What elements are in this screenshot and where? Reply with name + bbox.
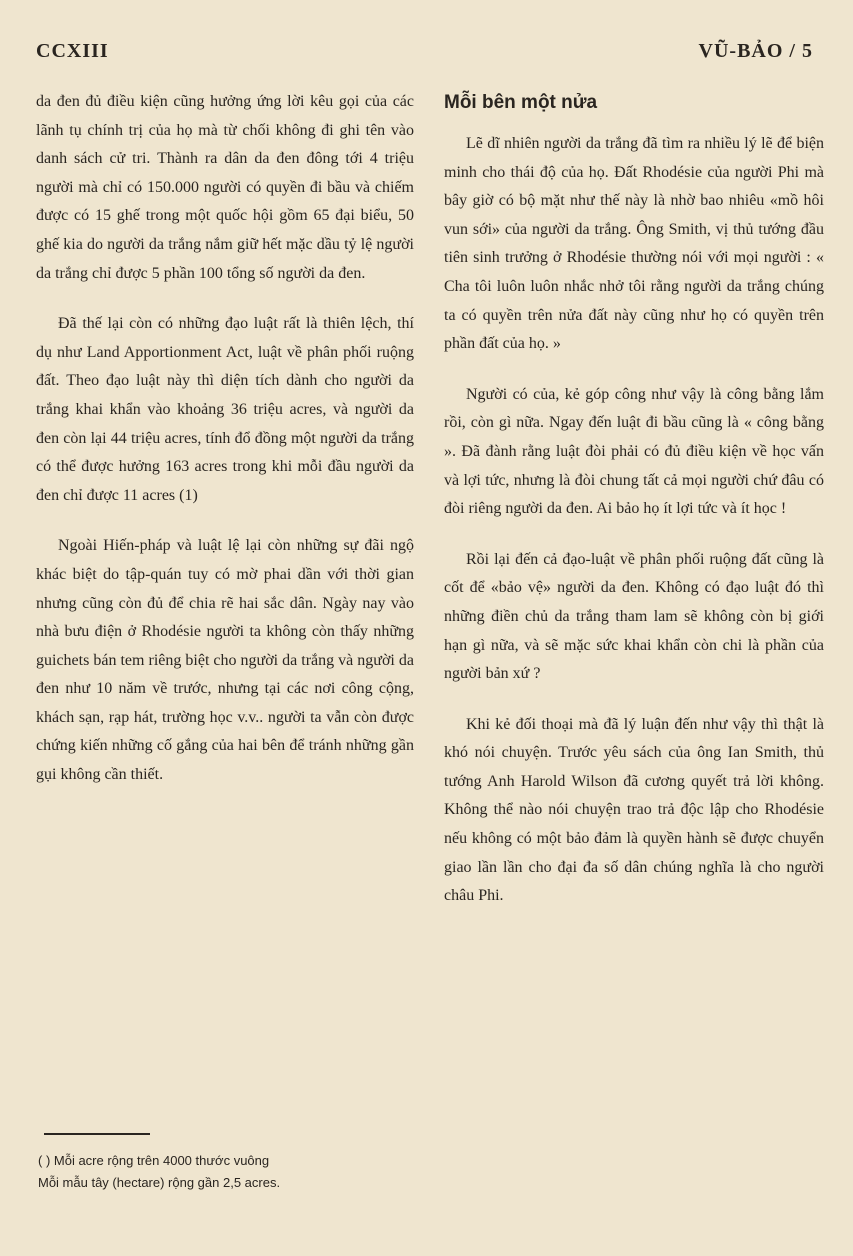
left-paragraph-3: Ngoài Hiến-pháp và luật lệ lại còn những sự đãi ngộ khác biệt do tập-quán tuy có mờ phai dần với thời gian nhưng cũng còn đủ để chia rẽ hai sắc dân. Ngày nay vào nhà bưu điện ở Rhodésie người ta không còn thấy những guichets bán tem riêng biệt cho người da trắng và người da đen như 10 năm về trước, nhưng tại các nơi công cộng, khách sạn, rạp hát, trường học v.v.. người ta vẫn còn được chứng kiến những cố gắng của hai bên để tránh những gần gụi không cần thiết. <box>36 537 414 784</box>
footnote-divider <box>44 1133 150 1135</box>
right-paragraph-3: Rồi lại đến cả đạo-luật về phân phối ruộng đất cũng là cốt để «bảo vệ» người da đen. Không có đạo luật đó thì những điền chủ da trắng tham lam sẽ không còn bị giới hạn gì nữa, và sẽ mặc sức khai khẩn còn chi là phần của người bản xứ ? <box>444 550 824 683</box>
footnote-line-1: ( ) Mỗi acre rộng trên 4000 thước vuông <box>38 1153 270 1168</box>
right-paragraph-1: Lẽ dĩ nhiên người da trắng đã tìm ra nhiều lý lẽ để biện minh cho thái độ của họ. Đất Rhodésie của người Phi mà bây giờ có bộ mặt như thế này là nhờ bao nhiêu «mồ hôi vun sới» của người da trắng. Ông Smith, vị thủ tướng đầu tiên sinh trưởng ở Rhodésie thường nói với mọi người : « Cha tôi luôn luôn nhắc nhở tôi rằng người da trắng chúng ta có quyền trên nửa đất này cũng như họ có quyền trên phần đất của họ. » <box>444 135 824 353</box>
right-paragraph-2: Người có của, kẻ góp công như vậy là công bằng lắm rồi, còn gì nữa. Ngay đến luật đi bầu cũng là « công bằng ». Đã đành rằng luật đòi phải có đủ điều kiện về học vấn và lợi tức, nhưng là đòi chung tất cả mọi người chứ đâu có đòi riêng người da đen. Ai bảo họ ít lợi tức và ít học ! <box>444 385 824 518</box>
left-column <box>36 88 414 790</box>
author-page-number: VŨ-BẢO / 5 <box>698 40 813 62</box>
section-title: Mỗi bên một nửa <box>444 92 598 113</box>
left-paragraph-1: da đen đủ điều kiện cũng hưởng ứng lời kêu gọi của các lãnh tụ chính trị của họ mà từ chối không đi ghi tên vào danh sách cử tri. Thành ra dân da đen đông tới 4 triệu người mà chỉ có 150.000 người có quyền đi bầu và chiếm được có 15 ghế trong một quốc hội gồm 65 đại biểu, 50 ghế kia do người da trắng nắm giữ hết mặc dầu tỷ lệ người da trắng chỉ được 5 phần 100 tổng số người da đen. <box>36 93 414 282</box>
left-paragraph-2: Đã thế lại còn có những đạo luật rất là thiên lệch, thí dụ như Land Apportionment Act, luật về phân phối ruộng đất. Theo đạo luật này thì diện tích dành cho người da trắng khai khẩn vào khoảng 36 triệu acres, và người da đen còn lại 44 triệu acres, tính đổ đồng một người da trắng có thể được hưởng 163 acres trong khi mỗi đầu người da đen chỉ được 11 acres (1) <box>36 315 414 504</box>
page-section-number: CCXIII <box>36 40 109 62</box>
right-paragraph-4: Khi kẻ đối thoại mà đã lý luận đến như vậy thì thật là khó nói chuyện. Trước yêu sách của ông Ian Smith, thủ tướng Anh Harold Wilson đã cương quyết trả lời không. Không thể nào nói chuyện trao trả độc lập cho Rhodésie nếu không có một bảo đảm là quyền hành sẽ được chuyển giao lần lần cho đại đa số dân chúng nghĩa là cho người châu Phi. <box>444 715 824 905</box>
right-column <box>444 88 824 911</box>
footnote <box>38 1150 418 1194</box>
footnote-line-2: Mỗi mẫu tây (hectare) rộng gần 2,5 acres. <box>38 1175 281 1190</box>
